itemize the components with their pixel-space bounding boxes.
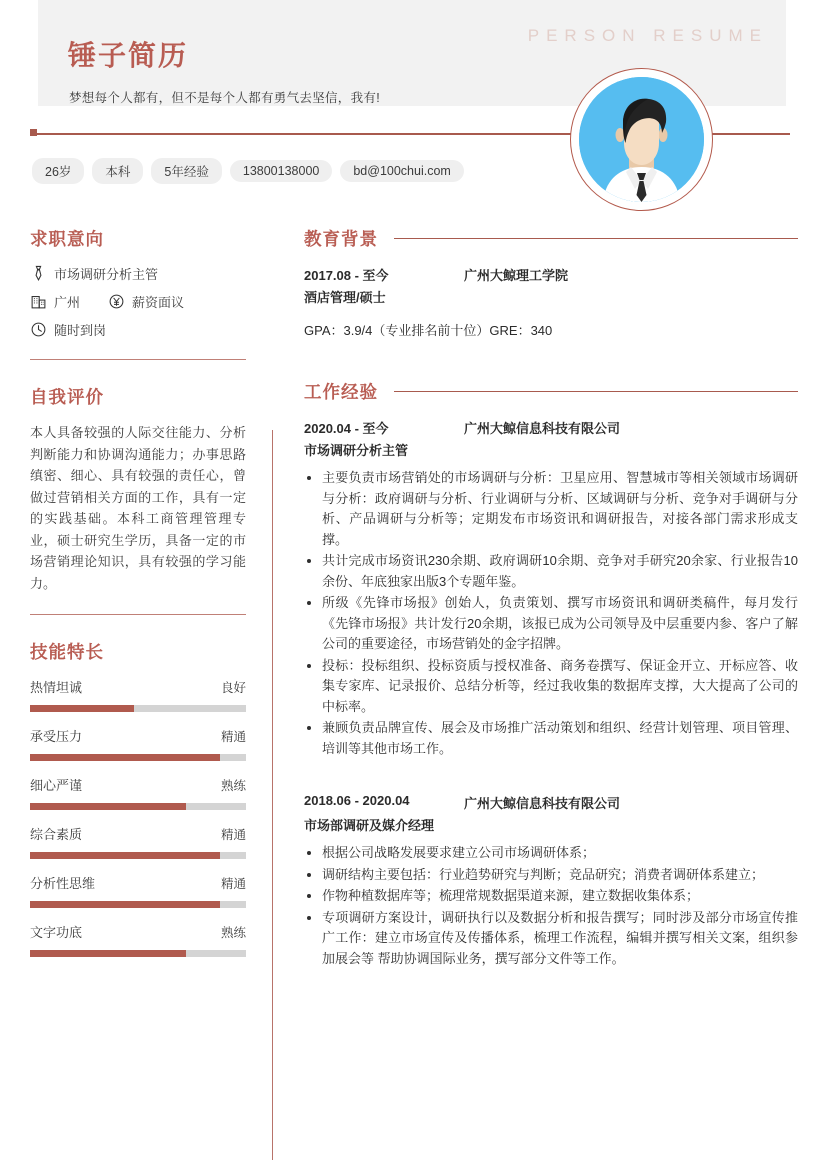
- skill-level: 熟练: [220, 926, 246, 940]
- skill-progress-fill: [30, 803, 186, 810]
- skill-name: 热情坦诚: [30, 680, 83, 695]
- intention-position-row: [30, 264, 246, 283]
- list-item: 主要负责市场营销处的市场调研与分析：卫星应用、智慧城市等相关领域市场调研与分析：政府调研与分析、行业调研与分析、区域调研与分析、竞争对手调研与分析、产品调研与分析等；定期发布市场资讯和调研报告，对接各部门需求形成支撑。: [304, 468, 798, 550]
- section-title-job-intention: 求职意向: [30, 229, 104, 249]
- section-spacer: [304, 345, 798, 379]
- tag-phone: 13800138000: [230, 160, 332, 182]
- list-item: 调研结构主要包括：行业趋势研究与判断；竞品研究；消费者调研体系建立；: [304, 865, 798, 886]
- list-item: 投标：投标组织、投标资质与授权准备、商务卷撰写、保证金开立、开标应答、收集专家库、记录报价、总结分析等，经过我收集的数据库支撑，大大提高了公司的中标率。: [304, 656, 798, 718]
- skill-name: 文字功底: [30, 925, 83, 940]
- skill-level: 精通: [220, 877, 246, 891]
- education-entry-list: [304, 265, 798, 339]
- entry-spacer: [304, 763, 798, 787]
- section-experience: [304, 379, 798, 997]
- building-icon: [30, 293, 47, 310]
- resume-header: [0, 0, 820, 212]
- header-watermark: PERSON RESUME: [527, 26, 768, 45]
- contact-tag-list: [32, 158, 464, 184]
- skill-item: [30, 726, 246, 761]
- section-skills: [30, 639, 246, 957]
- intention-availability-row: [30, 320, 246, 339]
- column-divider: [272, 430, 273, 1160]
- list-item: 专项调研方案设计，调研执行以及数据分析和报告撰写；同时涉及部分市场宣传推广工作：建立市场宣传及传播体系，梳理工作流程，编辑并撰写相关文案，组织参加展会等 帮助协调国际业务，撰写部分文件等工作。: [304, 908, 798, 970]
- main-column: [272, 212, 820, 1003]
- skill-level: 精通: [220, 730, 246, 744]
- tie-icon: [30, 265, 47, 282]
- skill-head: [30, 775, 246, 794]
- entry-organization: 广州大鲸理工学院: [464, 268, 569, 283]
- tag-experience: 5年经验: [151, 158, 221, 184]
- entry-bullet-list: [304, 468, 798, 759]
- tag-degree: 本科: [92, 158, 143, 184]
- skill-progress-fill: [30, 705, 134, 712]
- entry-spacer: [304, 973, 798, 997]
- skill-head: [30, 922, 246, 941]
- skill-progress-track: [30, 852, 246, 859]
- section-title-education: 教育背景: [304, 229, 378, 249]
- tag-age: 26岁: [32, 158, 84, 184]
- section-rule-experience: [394, 391, 798, 392]
- skill-name: 细心严谨: [30, 778, 83, 793]
- entry-extra-detail: GPA：3.9/4（专业排名前十位）GRE：340: [304, 323, 553, 338]
- section-title-self-evaluation: 自我评价: [30, 387, 104, 407]
- section-self-evaluation: [30, 384, 246, 615]
- intention-location-label: 广州: [54, 295, 81, 310]
- skill-head: [30, 677, 246, 696]
- header-slogan: 梦想每个人都有，但不是每个人都有勇气去坚信，我有!: [69, 91, 380, 105]
- section-rule-education: [394, 238, 798, 239]
- entry-organization: 广州大鲸信息科技有限公司: [464, 796, 621, 811]
- page-title: 锤子简历: [68, 40, 189, 71]
- skill-progress-track: [30, 754, 246, 761]
- skill-level: 良好: [220, 681, 246, 695]
- list-item: 所级《先锋市场报》创始人，负责策划、撰写市场资讯和调研类稿件，每月发行《先锋市场报》共计发行20余期，该报已成为公司领导及中层重要内参、客户了解公司的重要途径，市场营销处的金字招牌。: [304, 593, 798, 655]
- skill-item: [30, 824, 246, 859]
- skill-level: 精通: [220, 828, 246, 842]
- list-item: 作物种植数据库等；梳理常规数据渠道来源，建立数据收集体系；: [304, 886, 798, 907]
- skill-head: [30, 824, 246, 843]
- skill-progress-fill: [30, 852, 220, 859]
- section-header-education: [304, 226, 798, 251]
- sidebar-divider-1: [30, 359, 246, 360]
- section-education: [304, 226, 798, 339]
- skill-name: 承受压力: [30, 729, 83, 744]
- skill-head: [30, 873, 246, 892]
- tag-email: bd@100chui.com: [340, 160, 463, 182]
- entry-role: 市场部调研及媒介经理: [304, 818, 435, 833]
- entry-date: 2018.06 - 2020.04: [304, 793, 410, 808]
- skill-item: [30, 873, 246, 908]
- resume-body: [0, 212, 820, 1003]
- clock-icon: [30, 321, 47, 338]
- avatar-illustration: [579, 77, 704, 202]
- intention-location-salary-row: [30, 292, 246, 311]
- section-title-skills: 技能特长: [30, 642, 104, 662]
- entry-bullet-list: [304, 843, 798, 969]
- entry-header-row: [304, 265, 798, 284]
- list-item: 共计完成市场资讯230余期、政府调研10余期、竞争对手研究20余家、行业报告10余份、年底独家出版3个专题年鉴。: [304, 551, 798, 592]
- entry-organization: 广州大鲸信息科技有限公司: [464, 421, 621, 436]
- entry-date: 2020.04 - 至今: [304, 421, 389, 436]
- skill-item: [30, 775, 246, 810]
- skill-name: 综合素质: [30, 827, 83, 842]
- entry-role: 市场调研分析主管: [304, 443, 409, 458]
- experience-entry: [304, 793, 798, 997]
- entry-role: 酒店管理/硕士: [304, 290, 386, 305]
- skill-progress-track: [30, 803, 246, 810]
- list-item: 根据公司战略发展要求建立公司市场调研体系；: [304, 843, 798, 864]
- self-evaluation-text: 本人具备较强的人际交往能力、分析判断能力和协调沟通能力；办事思路缜密、细心、具有较强的责任心，曾做过营销相关方面的工作，具有一定的实践基础。本科工商管理管理专业，硕士研究生学历，具备一定的市场营销理论知识，具有较强的学习能力。: [30, 425, 246, 591]
- experience-entry: [304, 418, 798, 787]
- skill-head: [30, 726, 246, 745]
- skill-progress-track: [30, 705, 246, 712]
- section-title-experience: 工作经验: [304, 382, 378, 402]
- intention-position-label: 市场调研分析主管: [54, 267, 159, 282]
- avatar: [570, 68, 713, 211]
- skill-progress-fill: [30, 754, 220, 761]
- skill-list: [30, 677, 246, 957]
- sidebar-column: [0, 212, 272, 1003]
- yen-icon: [108, 293, 125, 310]
- skill-progress-track: [30, 901, 246, 908]
- skill-level: 熟练: [220, 779, 246, 793]
- list-item: 兼顾负责品牌宣传、展会及市场推广活动策划和组织、经营计划管理、项目管理、培训等其他市场工作。: [304, 718, 798, 759]
- sidebar-divider-2: [30, 614, 246, 615]
- entry-header-row: [304, 418, 798, 437]
- skill-item: [30, 922, 246, 957]
- skill-progress-track: [30, 950, 246, 957]
- intention-availability-label: 随时到岗: [54, 323, 107, 338]
- section-job-intention: [30, 226, 246, 360]
- intention-salary-label: 薪资面议: [132, 295, 185, 310]
- skill-item: [30, 677, 246, 712]
- skill-progress-fill: [30, 950, 186, 957]
- section-header-experience: [304, 379, 798, 404]
- experience-entry-list: [304, 418, 798, 997]
- entry-header-row: [304, 793, 798, 812]
- experience-entry: [304, 265, 798, 339]
- skill-name: 分析性思维: [30, 876, 96, 891]
- entry-date: 2017.08 - 至今: [304, 268, 389, 283]
- skill-progress-fill: [30, 901, 220, 908]
